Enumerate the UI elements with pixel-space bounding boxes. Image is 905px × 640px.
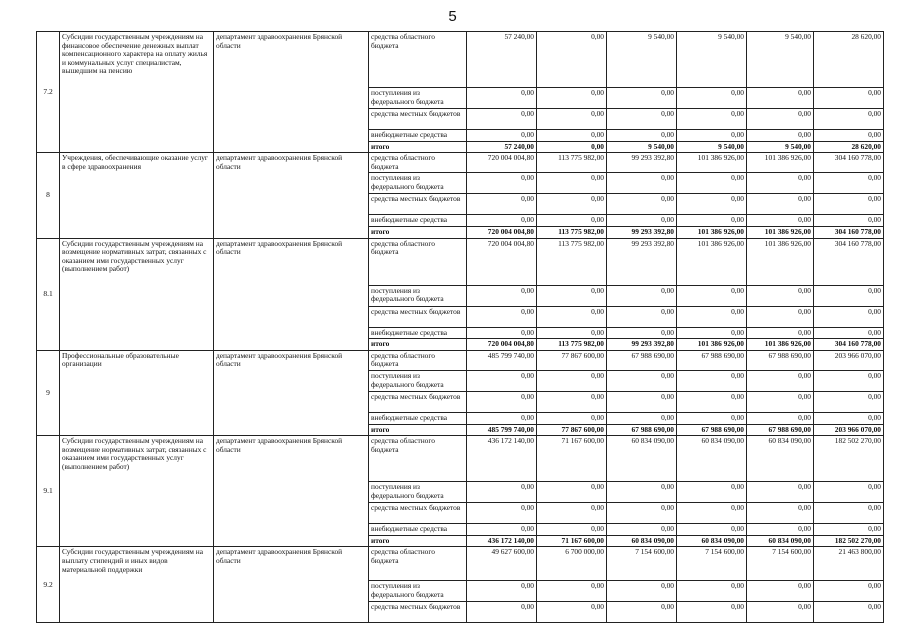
amount-cell: 0,00 [607,130,677,142]
amount-cell: 99 293 392,80 [607,238,677,285]
amount-cell: 0,00 [467,391,537,412]
amount-cell: 0,00 [677,412,747,424]
amount-cell: 0,00 [814,285,884,306]
amount-cell: 0,00 [747,109,814,130]
funding-source: итого [369,339,467,351]
amount-cell: 0,00 [607,391,677,412]
amount-cell: 101 386 926,00 [747,153,814,173]
amount-cell: 0,00 [747,306,814,327]
amount-cell: 0,00 [607,370,677,391]
amount-cell: 0,00 [747,524,814,536]
funding-source: внебюджетные средства [369,327,467,339]
amount-cell: 0,00 [467,173,537,194]
amount-cell: 0,00 [677,194,747,215]
amount-cell: 67 988 690,00 [607,424,677,436]
measure-name: Учреждения, обеспечивающие оказание услуг в сфере здравоохранения [60,153,214,238]
amount-cell: 77 867 600,00 [537,424,607,436]
amount-cell: 0,00 [747,581,814,602]
funding-source: средства местных бюджетов [369,391,467,412]
amount-cell: 0,00 [677,109,747,130]
amount-cell: 60 834 090,00 [677,535,747,547]
table-row [37,547,884,581]
amount-cell: 0,00 [747,285,814,306]
table-row [37,238,884,285]
amount-cell: 113 775 982,00 [537,153,607,173]
amount-cell: 0,00 [607,482,677,503]
amount-cell: 9 540,00 [747,141,814,153]
amount-cell: 0,00 [607,215,677,227]
funding-source: внебюджетные средства [369,524,467,536]
funding-source: средства местных бюджетов [369,602,467,623]
amount-cell: 0,00 [677,602,747,623]
amount-cell: 0,00 [677,173,747,194]
row-number: 9.1 [37,436,60,547]
amount-cell: 0,00 [814,130,884,142]
measure-name: Субсидии государственным учреждениям на возмещение нормативных затрат, связанных с оказанием ими государственных услуг (выполнением работ) [60,436,214,547]
funding-source: средства областного бюджета [369,350,467,370]
amount-cell: 0,00 [814,109,884,130]
amount-cell: 71 167 600,00 [537,535,607,547]
amount-cell: 101 386 926,00 [747,238,814,285]
funding-source: средства областного бюджета [369,547,467,581]
amount-cell: 0,00 [677,285,747,306]
funding-source: поступления из федерального бюджета [369,370,467,391]
amount-cell: 0,00 [607,109,677,130]
amount-cell: 0,00 [747,130,814,142]
measure-name: Субсидии государственным учреждениям на возмещение нормативных затрат, связанных с оказанием ими государственных услуг (выполнением работ) [60,238,214,350]
amount-cell: 0,00 [537,215,607,227]
amount-cell: 0,00 [467,88,537,109]
amount-cell: 0,00 [677,391,747,412]
amount-cell: 0,00 [677,581,747,602]
amount-cell: 60 834 090,00 [607,436,677,482]
amount-cell: 60 834 090,00 [747,436,814,482]
amount-cell: 0,00 [677,130,747,142]
funding-source: средства областного бюджета [369,153,467,173]
amount-cell: 67 988 690,00 [677,350,747,370]
amount-cell: 0,00 [537,503,607,524]
table-row [37,32,884,88]
funding-source: средства местных бюджетов [369,503,467,524]
amount-cell: 0,00 [607,524,677,536]
amount-cell: 304 160 778,00 [814,238,884,285]
amount-cell: 485 799 740,00 [467,424,537,436]
amount-cell: 0,00 [814,412,884,424]
amount-cell: 485 799 740,00 [467,350,537,370]
amount-cell: 9 540,00 [747,32,814,88]
amount-cell: 0,00 [467,285,537,306]
amount-cell: 6 700 000,00 [537,547,607,581]
amount-cell: 203 966 070,00 [814,350,884,370]
responsible-department: департамент здравоохранения Брянской области [214,436,369,547]
amount-cell: 0,00 [814,88,884,109]
amount-cell: 57 240,00 [467,32,537,88]
amount-cell: 0,00 [537,32,607,88]
amount-cell: 182 502 270,00 [814,436,884,482]
amount-cell: 99 293 392,80 [607,339,677,351]
amount-cell: 0,00 [677,306,747,327]
amount-cell: 101 386 926,00 [747,339,814,351]
responsible-department: департамент здравоохранения Брянской области [214,32,369,153]
amount-cell: 57 240,00 [467,141,537,153]
amount-cell: 101 386 926,00 [677,238,747,285]
amount-cell: 9 540,00 [607,32,677,88]
amount-cell: 9 540,00 [607,141,677,153]
funding-source: средства местных бюджетов [369,109,467,130]
funding-source: средства местных бюджетов [369,194,467,215]
amount-cell: 182 502 270,00 [814,535,884,547]
amount-cell: 0,00 [537,412,607,424]
amount-cell: 0,00 [677,524,747,536]
amount-cell: 0,00 [677,88,747,109]
responsible-department: департамент здравоохранения Брянской области [214,547,369,623]
funding-source: итого [369,424,467,436]
amount-cell: 0,00 [814,215,884,227]
amount-cell: 0,00 [537,524,607,536]
amount-cell: 0,00 [814,524,884,536]
funding-source: итого [369,226,467,238]
amount-cell: 0,00 [814,391,884,412]
amount-cell: 101 386 926,00 [677,226,747,238]
amount-cell: 720 004 004,80 [467,153,537,173]
measure-name: Субсидии государственным учреждениям на финансовое обеспечение денежных выплат компенсационного характера на оплату жилья и коммунальных услуг специалистам, вышедшим на пенсию [60,32,214,153]
amount-cell: 0,00 [467,581,537,602]
funding-source: средства областного бюджета [369,238,467,285]
funding-source: внебюджетные средства [369,412,467,424]
measure-name: Субсидии государственным учреждениям на выплату стипендий и иных видов материальной поддержки [60,547,214,623]
amount-cell: 0,00 [467,194,537,215]
amount-cell: 7 154 600,00 [677,547,747,581]
amount-cell: 436 172 140,00 [467,535,537,547]
amount-cell: 0,00 [747,412,814,424]
amount-cell: 0,00 [607,194,677,215]
amount-cell: 0,00 [537,602,607,623]
amount-cell: 720 004 004,80 [467,226,537,238]
funding-source: поступления из федерального бюджета [369,285,467,306]
row-number: 9.2 [37,547,60,623]
amount-cell: 0,00 [607,88,677,109]
amount-cell: 0,00 [537,370,607,391]
amount-cell: 9 540,00 [677,32,747,88]
amount-cell: 0,00 [537,173,607,194]
responsible-department: департамент здравоохранения Брянской области [214,350,369,435]
amount-cell: 0,00 [607,306,677,327]
row-number: 9 [37,350,60,435]
amount-cell: 0,00 [467,109,537,130]
table-row [37,153,884,173]
responsible-department: департамент здравоохранения Брянской области [214,153,369,238]
amount-cell: 0,00 [814,581,884,602]
amount-cell: 67 988 690,00 [747,424,814,436]
amount-cell: 0,00 [677,370,747,391]
amount-cell: 0,00 [747,503,814,524]
amount-cell: 0,00 [814,327,884,339]
page-number: 5 [448,8,457,25]
amount-cell: 0,00 [747,602,814,623]
amount-cell: 0,00 [537,581,607,602]
amount-cell: 67 988 690,00 [677,424,747,436]
amount-cell: 113 775 982,00 [537,226,607,238]
funding-source: поступления из федерального бюджета [369,482,467,503]
amount-cell: 101 386 926,00 [677,339,747,351]
amount-cell: 0,00 [747,215,814,227]
amount-cell: 0,00 [814,306,884,327]
amount-cell: 101 386 926,00 [677,153,747,173]
amount-cell: 28 620,00 [814,141,884,153]
amount-cell: 0,00 [537,130,607,142]
funding-source: внебюджетные средства [369,215,467,227]
amount-cell: 0,00 [537,194,607,215]
amount-cell: 0,00 [607,503,677,524]
funding-source: средства местных бюджетов [369,306,467,327]
amount-cell: 0,00 [814,194,884,215]
amount-cell: 0,00 [467,524,537,536]
amount-cell: 0,00 [747,194,814,215]
amount-cell: 0,00 [467,412,537,424]
budget-table [36,31,884,623]
amount-cell: 0,00 [537,141,607,153]
amount-cell: 113 775 982,00 [537,339,607,351]
amount-cell: 0,00 [814,173,884,194]
amount-cell: 7 154 600,00 [747,547,814,581]
table-row [37,350,884,370]
amount-cell: 0,00 [467,503,537,524]
funding-source: внебюджетные средства [369,130,467,142]
amount-cell: 0,00 [607,412,677,424]
amount-cell: 0,00 [537,391,607,412]
amount-cell: 0,00 [467,306,537,327]
amount-cell: 436 172 140,00 [467,436,537,482]
amount-cell: 0,00 [677,215,747,227]
amount-cell: 304 160 778,00 [814,226,884,238]
amount-cell: 0,00 [814,503,884,524]
amount-cell: 0,00 [747,173,814,194]
amount-cell: 0,00 [607,285,677,306]
amount-cell: 7 154 600,00 [607,547,677,581]
amount-cell: 0,00 [537,482,607,503]
amount-cell: 0,00 [747,391,814,412]
amount-cell: 0,00 [467,215,537,227]
amount-cell: 28 620,00 [814,32,884,88]
row-number: 8 [37,153,60,238]
amount-cell: 60 834 090,00 [677,436,747,482]
amount-cell: 113 775 982,00 [537,238,607,285]
amount-cell: 60 834 090,00 [747,535,814,547]
amount-cell: 99 293 392,80 [607,226,677,238]
amount-cell: 0,00 [537,88,607,109]
amount-cell: 0,00 [747,482,814,503]
amount-cell: 0,00 [537,306,607,327]
funding-source: поступления из федерального бюджета [369,88,467,109]
amount-cell: 304 160 778,00 [814,153,884,173]
amount-cell: 0,00 [607,327,677,339]
table-row [37,436,884,482]
responsible-department: департамент здравоохранения Брянской области [214,238,369,350]
amount-cell: 49 627 600,00 [467,547,537,581]
amount-cell: 0,00 [607,581,677,602]
amount-cell: 0,00 [537,285,607,306]
amount-cell: 0,00 [677,327,747,339]
amount-cell: 0,00 [677,482,747,503]
measure-name: Профессиональные образовательные организации [60,350,214,435]
row-number: 8.1 [37,238,60,350]
funding-source: средства областного бюджета [369,436,467,482]
amount-cell: 9 540,00 [677,141,747,153]
amount-cell: 67 988 690,00 [747,350,814,370]
funding-source: средства областного бюджета [369,32,467,88]
amount-cell: 77 867 600,00 [537,350,607,370]
amount-cell: 0,00 [467,130,537,142]
amount-cell: 0,00 [814,602,884,623]
amount-cell: 0,00 [677,503,747,524]
amount-cell: 720 004 004,80 [467,238,537,285]
amount-cell: 0,00 [747,88,814,109]
amount-cell: 203 966 070,00 [814,424,884,436]
amount-cell: 304 160 778,00 [814,339,884,351]
amount-cell: 0,00 [814,482,884,503]
funding-source: поступления из федерального бюджета [369,581,467,602]
amount-cell: 0,00 [467,602,537,623]
amount-cell: 0,00 [537,327,607,339]
amount-cell: 0,00 [607,602,677,623]
amount-cell: 71 167 600,00 [537,436,607,482]
amount-cell: 0,00 [607,173,677,194]
amount-cell: 0,00 [537,109,607,130]
amount-cell: 0,00 [467,370,537,391]
amount-cell: 67 988 690,00 [607,350,677,370]
funding-source: поступления из федерального бюджета [369,173,467,194]
amount-cell: 0,00 [814,370,884,391]
amount-cell: 0,00 [747,370,814,391]
funding-source: итого [369,535,467,547]
amount-cell: 101 386 926,00 [747,226,814,238]
amount-cell: 0,00 [747,327,814,339]
amount-cell: 0,00 [467,327,537,339]
funding-source: итого [369,141,467,153]
amount-cell: 0,00 [467,482,537,503]
amount-cell: 60 834 090,00 [607,535,677,547]
amount-cell: 99 293 392,80 [607,153,677,173]
amount-cell: 21 463 800,00 [814,547,884,581]
amount-cell: 720 004 004,80 [467,339,537,351]
row-number: 7.2 [37,32,60,153]
